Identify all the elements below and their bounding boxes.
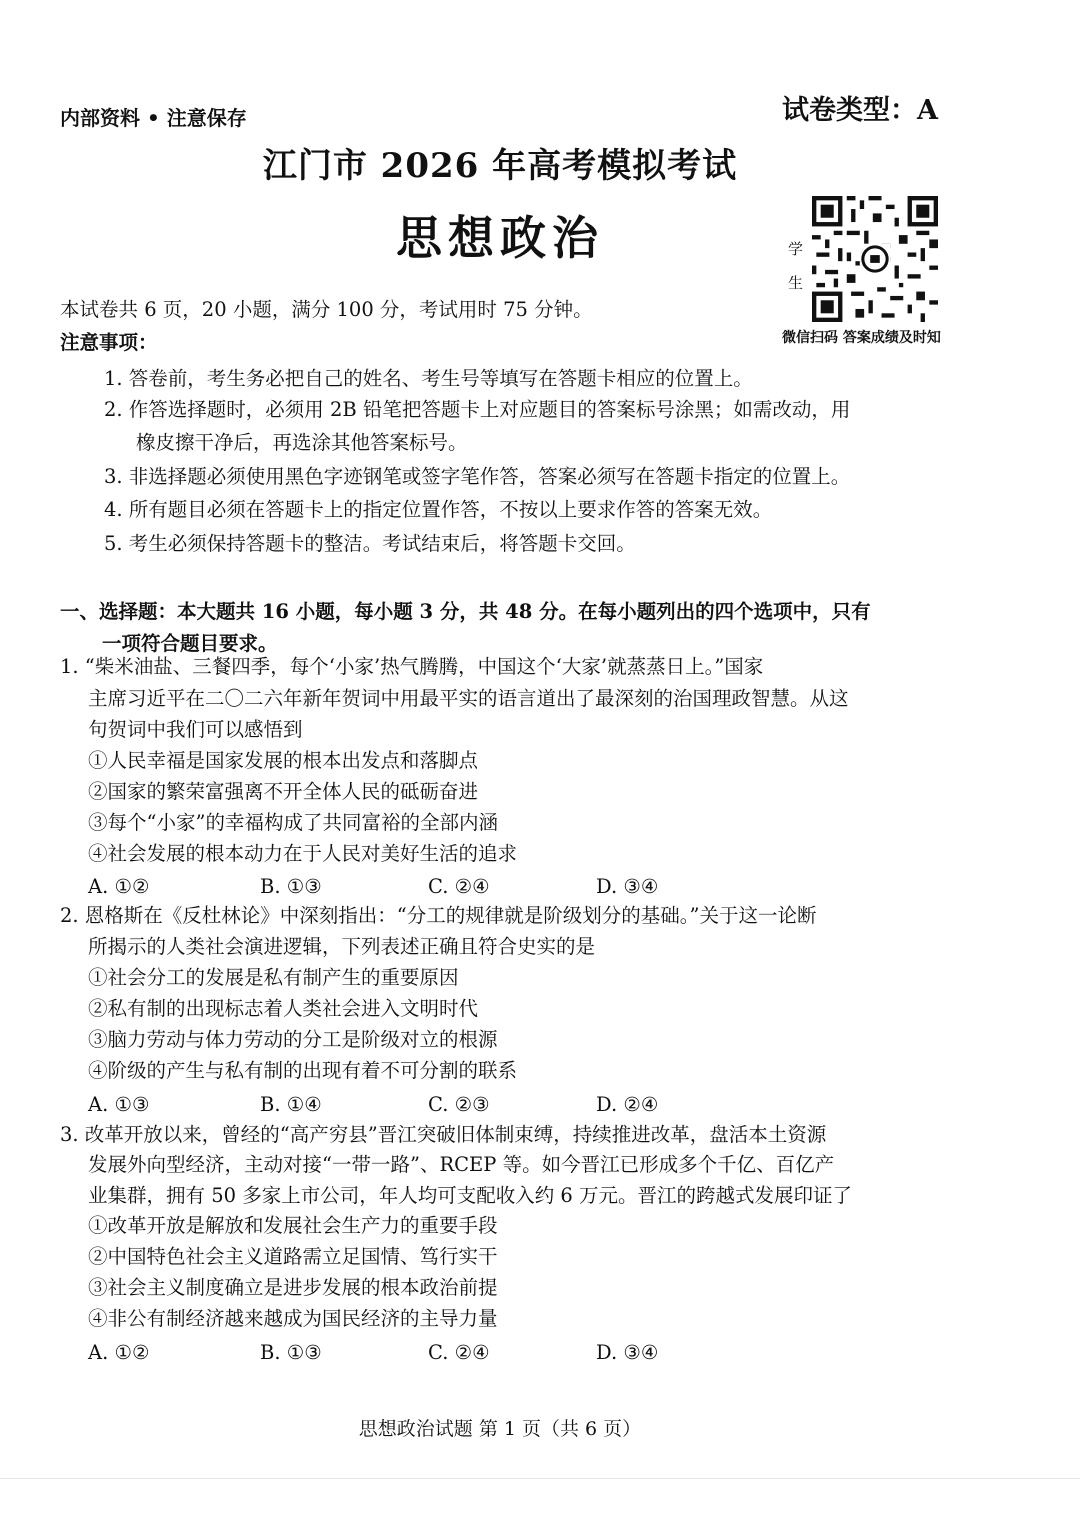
q2-stem-line2: 所揭示的人类社会演进逻辑，下列表述正确且符合史实的是 bbox=[88, 935, 596, 958]
qr-side-label-2: 生 bbox=[788, 274, 804, 292]
q1-stem-line2: 主席习近平在二〇二六年新年贺词中用最平实的语言道出了最深刻的治国理政智慧。从这 bbox=[88, 687, 849, 710]
q2-item-2: ②私有制的出现标志着人类社会进入文明时代 bbox=[88, 997, 479, 1020]
bottom-divider bbox=[0, 1478, 1080, 1479]
q1-item-1: ①人民幸福是国家发展的根本出发点和落脚点 bbox=[88, 749, 479, 772]
qr-code-image[interactable] bbox=[812, 196, 938, 322]
note-3: 3. 非选择题必须使用黑色字迹钢笔或签字笔作答，答案必须写在答题卡指定的位置上。 bbox=[104, 465, 851, 488]
q3-stem-line1: 3. 改革开放以来，曾经的“高产穷县”晋江突破旧体制束缚，持续推进改革，盘活本土资源 bbox=[60, 1123, 827, 1146]
section-heading-line2: 一项符合题目要求。 bbox=[102, 632, 278, 655]
exam-title: 江门市 2026 年高考模拟考试 bbox=[262, 146, 738, 186]
q1-item-2: ②国家的繁荣富强离不开全体人民的砥砺奋进 bbox=[88, 780, 479, 803]
note-4: 4. 所有题目必须在答题卡上的指定位置作答，不按以上要求作答的答案无效。 bbox=[104, 498, 773, 521]
note-5: 5. 考生必须保持答题卡的整洁。考试结束后，将答题卡交回。 bbox=[104, 532, 636, 555]
exam-info: 本试卷共 6 页，20 小题，满分 100 分，考试用时 75 分钟。 bbox=[60, 298, 593, 321]
q1-stem-line1: 1. “柴米油盐、三餐四季，每个‘小家’热气腾腾，中国这个‘大家’就蒸蒸日上。”国家 bbox=[60, 655, 764, 678]
q2-option-c[interactable]: C. ②③ bbox=[428, 1093, 490, 1116]
q3-stem-line3: 业集群，拥有 50 多家上市公司，年人均可支配收入约 6 万元。晋江的跨越式发展印证了 bbox=[88, 1184, 853, 1207]
q3-item-2: ②中国特色社会主义道路需立足国情、笃行实干 bbox=[88, 1245, 498, 1268]
q3-item-3: ③社会主义制度确立是进步发展的根本政治前提 bbox=[88, 1276, 498, 1299]
paper-type: 试卷类型：A bbox=[782, 95, 938, 126]
q3-option-d[interactable]: D. ③④ bbox=[596, 1341, 659, 1364]
notes-title: 注意事项： bbox=[60, 331, 158, 354]
qr-side-label-1: 学 bbox=[788, 240, 804, 258]
q2-item-1: ①社会分工的发展是私有制产生的重要原因 bbox=[88, 966, 459, 989]
q3-option-c[interactable]: C. ②④ bbox=[428, 1341, 490, 1364]
q1-item-4: ④社会发展的根本动力在于人民对美好生活的追求 bbox=[88, 842, 518, 865]
q1-option-d[interactable]: D. ③④ bbox=[596, 875, 659, 898]
confidential-label: 内部资料 • 注意保存 bbox=[60, 106, 247, 130]
q2-item-3: ③脑力劳动与体力劳动的分工是阶级对立的根源 bbox=[88, 1028, 498, 1051]
q3-stem-line2: 发展外向型经济，主动对接“一带一路”、RCEP 等。如今晋江已形成多个千亿、百亿产 bbox=[88, 1153, 835, 1176]
q3-item-1: ①改革开放是解放和发展社会生产力的重要手段 bbox=[88, 1214, 498, 1237]
section-heading-line1: 一、选择题：本大题共 16 小题，每小题 3 分，共 48 分。在每小题列出的四个选项中，只有 bbox=[60, 600, 871, 623]
note-1: 1. 答卷前，考生务必把自己的姓名、考生号等填写在答题卡相应的位置上。 bbox=[104, 367, 753, 390]
q1-stem-line3: 句贺词中我们可以感悟到 bbox=[88, 718, 303, 741]
q2-item-4: ④阶级的产生与私有制的出现有着不可分割的联系 bbox=[88, 1059, 518, 1082]
subject-title: 思想政治 bbox=[396, 211, 604, 265]
note-2: 2. 作答选择题时，必须用 2B 铅笔把答题卡上对应题目的答案标号涂黑；如需改动，用 bbox=[104, 398, 851, 421]
q1-item-3: ③每个“小家”的幸福构成了共同富裕的全部内涵 bbox=[88, 811, 498, 834]
q3-option-b[interactable]: B. ①③ bbox=[260, 1341, 322, 1364]
q1-option-b[interactable]: B. ①③ bbox=[260, 875, 322, 898]
q2-option-a[interactable]: A. ①③ bbox=[88, 1093, 150, 1116]
q1-option-c[interactable]: C. ②④ bbox=[428, 875, 490, 898]
q3-item-4: ④非公有制经济越来越成为国民经济的主导力量 bbox=[88, 1307, 498, 1330]
q2-option-b[interactable]: B. ①④ bbox=[260, 1093, 322, 1116]
q2-stem-line1: 2. 恩格斯在《反杜林论》中深刻指出：“分工的规律就是阶级划分的基础。”关于这一论断 bbox=[60, 904, 817, 927]
q2-option-d[interactable]: D. ②④ bbox=[596, 1093, 659, 1116]
q1-option-a[interactable]: A. ①② bbox=[88, 875, 150, 898]
qr-caption: 微信扫码 答案成绩及时知 bbox=[782, 330, 941, 346]
note-2-cont: 橡皮擦干净后，再选涂其他答案标号。 bbox=[136, 431, 468, 454]
q3-option-a[interactable]: A. ①② bbox=[88, 1341, 150, 1364]
page-footer: 思想政治试题 第 1 页（共 6 页） bbox=[358, 1418, 642, 1440]
